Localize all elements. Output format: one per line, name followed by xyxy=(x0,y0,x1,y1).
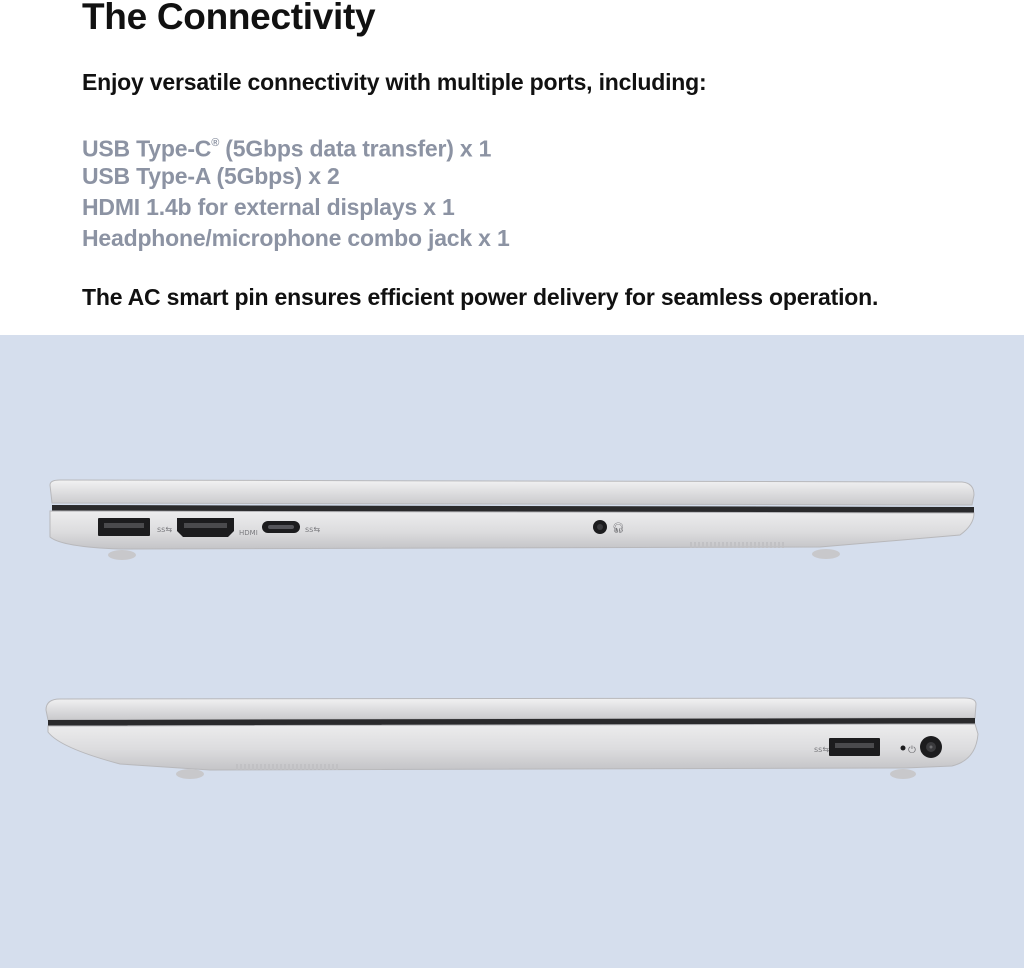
text-section xyxy=(0,0,1024,335)
port-item-hdmi: HDMI 1.4b for external displays x 1 xyxy=(82,194,455,220)
svg-text:HDMI: HDMI xyxy=(239,529,258,537)
port-item-audio: Headphone/microphone combo jack x 1 xyxy=(82,225,510,251)
laptop-left-side-image xyxy=(0,475,1024,575)
laptop-photo-panel xyxy=(0,335,1024,968)
port-item-usb-c xyxy=(82,130,510,161)
ac-smart-pin-icon xyxy=(920,736,942,758)
closing-text: The AC smart pin ensures efficient power delivery for seamless operation. xyxy=(82,284,879,310)
svg-text:ss⇆: ss⇆ xyxy=(157,525,173,534)
svg-text:⏻: ⏻ xyxy=(908,745,916,756)
port-item-usb-c-detail: (5Gbps data transfer) x 1 xyxy=(219,135,492,162)
laptop-right-side-image xyxy=(0,690,1024,790)
page-title: The Connectivity xyxy=(82,0,376,37)
svg-text:🎧︎: 🎧︎ xyxy=(612,523,625,534)
ports-list xyxy=(82,130,510,254)
registered-mark: ® xyxy=(211,137,220,149)
intro-text: Enjoy versatile connectivity with multiple ports, including: xyxy=(82,69,707,95)
port-item-usb-c-name: USB Type-C xyxy=(82,135,212,162)
svg-text:ss⇆: ss⇆ xyxy=(305,525,321,534)
svg-text:ss⇆: ss⇆ xyxy=(814,745,830,754)
port-item-usb-a: USB Type-A (5Gbps) x 2 xyxy=(82,163,340,189)
